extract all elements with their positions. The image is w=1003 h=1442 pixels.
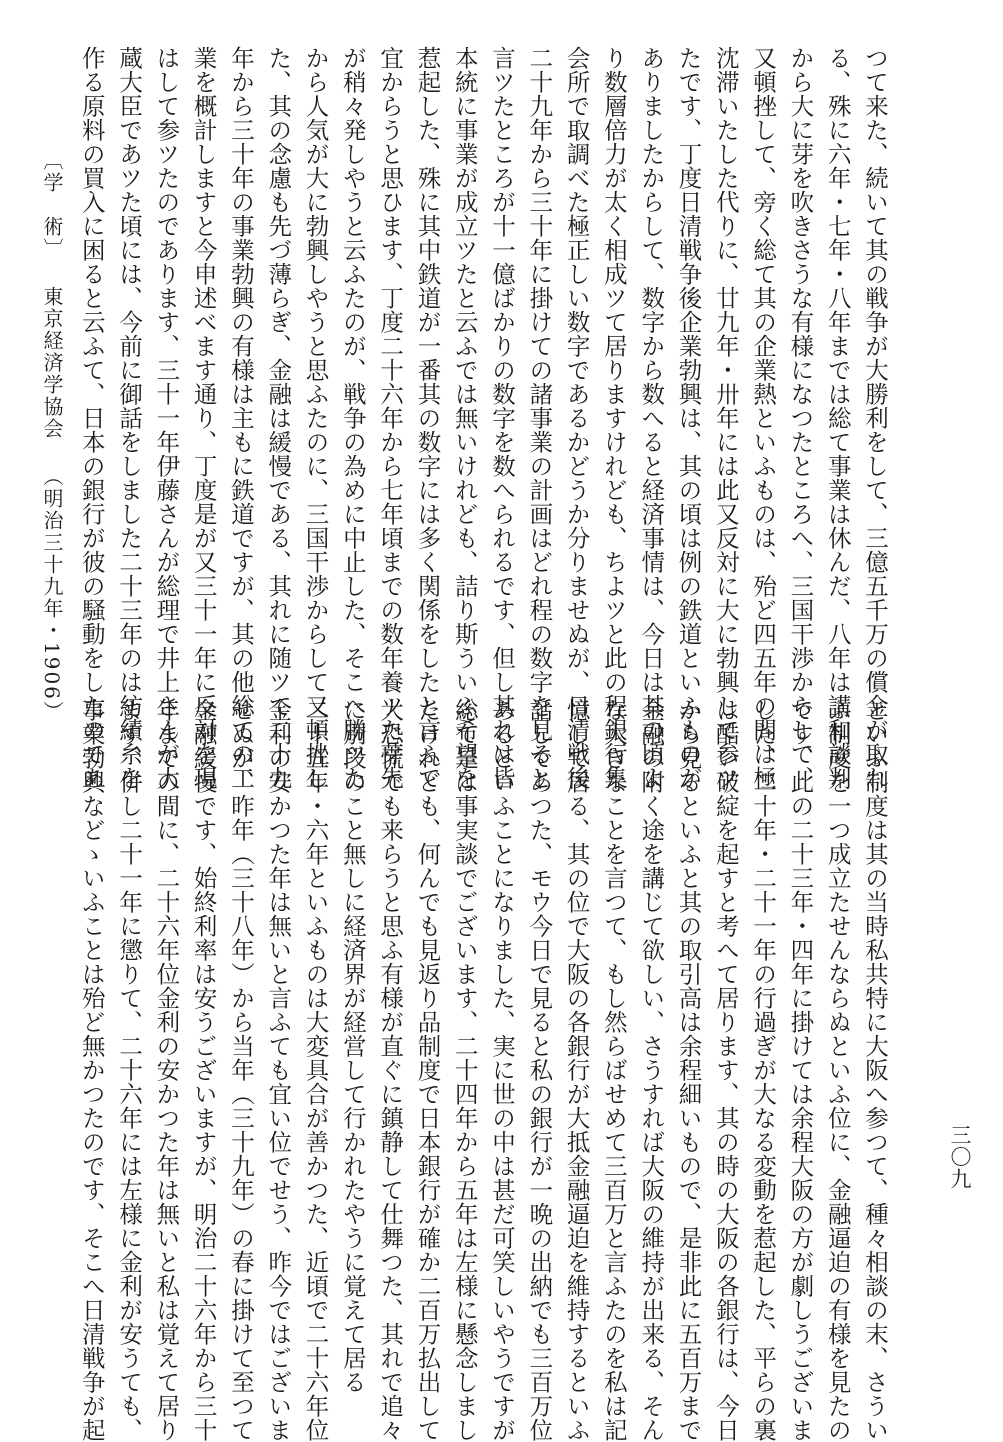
- text-column: から大に芽を吹きさうな有様になつたところへ、三国干渉からして、: [786, 46, 815, 790]
- text-column: 二十五年・六年といふものは大変具合が善かつた、近頃で二十六年位: [301, 698, 330, 1442]
- text-column: たけれども、何んでも見返り品制度で日本銀行が確か二百万払出して: [413, 698, 442, 1442]
- footer-publisher: 東京経済学協会: [40, 286, 64, 440]
- text-column: ます、併し二十一年に懲りて、二十六年には左様に金利が安うても、: [115, 698, 144, 1442]
- text-column: に別段のこと無しに経済界が経営して行かれたやうに覚えて居る: [338, 698, 367, 1394]
- text-column: といふ制度は其の当時私共特に大阪へ参つて、種々相談の末、さうい: [861, 698, 889, 1442]
- text-column: から見るといふと其の取引高は余程細いもので、是非此に五百万まで: [674, 698, 703, 1442]
- text-column: ありましたからして、数字から数へると経済事情は、今日は其の頃よ: [637, 46, 666, 790]
- text-block-upper: [77, 46, 893, 790]
- text-column: 大恐慌でも来らうと思ふ有様が直ぐに鎮静して仕舞つた、其れで追々: [376, 698, 405, 1442]
- text-column: る、殊に六年・七年・八年までは総て事業は休んだ、八年は講和談判: [823, 46, 852, 790]
- text-column: 又頓挫して、旁く総て其の企業熱といふものは、殆ど四五年の間は極: [749, 46, 778, 790]
- text-column: 話しであつた、モウ今日で見ると私の銀行が一晩の出納でも三百万位: [525, 698, 554, 1442]
- text-column: 年から三十年の事業勃興の有様は主もに鉄道ですが、其の他総ての工: [226, 46, 255, 790]
- text-column: つて来た、続いて其の戦争が大勝利をして、三億五千万の償金が取れ: [861, 46, 889, 790]
- text-column: な大きなことを言つて、もし然らばせめて三百万と言ふたのを私は記: [599, 698, 628, 1442]
- text-column: 言ツたところが十一億ばかりの数字を数へられるです、但し其れは皆: [488, 46, 517, 790]
- text-column: が稍々発しやうと云ふたのが、戦争の為めに中止した、そこへ勝ツた: [338, 46, 367, 790]
- text-column: から人気が大に勃興しやうと思ふたのに、三国干渉からして又頓挫し: [301, 46, 330, 790]
- text-block-lower: [77, 698, 893, 1442]
- text-column: せぬが、昨年（三十八年）から当年（三十九年）の春に掛けて至つて: [226, 698, 255, 1442]
- text-column: 二十九年から三十年に掛けての諸事業の計画はどれ程の数字を見ると: [525, 46, 554, 790]
- text-column: 惹起した、殊に其中鉄道が一番其の数字には多く関係をしたと言ふて: [413, 46, 442, 790]
- text-column: 憶して居る、其の位で大阪の各銀行が大抵金融逼迫を維持するといふ: [562, 698, 591, 1442]
- page-number: 三〇九: [948, 1124, 972, 1190]
- text-column: 金利の安かつた年は無いと言ふても宜い位でせう、昨今ではございま: [264, 698, 293, 1442]
- text-column: です、此の二十三年・四年に掛けては余程大阪の方が劇しうございま: [786, 698, 815, 1442]
- footer-section: 〔学 術〕: [40, 150, 64, 260]
- text-column: 事業勃興などゝいふことは殆ど無かつたのです、そこへ日清戦争が起: [77, 698, 106, 1442]
- text-column: り数層倍力が太く相成ツて居りますけれども、ちよツと此の程銀行集: [599, 46, 628, 790]
- text-column: 金融の附く途を講じて欲しい、さうすれば大阪の維持が出来る、そん: [637, 698, 666, 1442]
- text-column: した、二十年・二十一年の行過ぎが大なる変動を惹起した、平らの裏: [749, 698, 778, 1442]
- text-column: あるといふことになりました、実に世の中は甚だ可笑しいやうですが: [488, 698, 517, 1442]
- text-column: はして参ツたのであります、三十一年伊藤さんが総理で井上さんが大: [152, 46, 181, 790]
- text-column: たです、丁度日清戦争後企業勃興は、其の頃は例の鉄道といふものが: [674, 46, 703, 790]
- text-column: 本統に事業が成立ツたと云ふでは無いけれども、詰り斯ういふ希望を: [450, 46, 479, 790]
- text-column: た、其の念慮も先づ薄らぎ、金融は緩慢である、其れに随ツて二十九: [264, 46, 293, 790]
- text-column: は酷い破綻を起すと考へて居ります、其の時の大阪の各銀行は、今日: [711, 698, 740, 1442]
- text-column: 沈滞いたした代りに、廿九年・卅年には此又反対に大に勃興して参ツ: [711, 46, 740, 790]
- text-column: 金融緩慢です、始終利率は安うございますが、明治二十六年から三十: [189, 698, 218, 1442]
- text-column: 総て是は事実談でございます、二十四年から五年は左様に懸念しまし: [450, 698, 479, 1442]
- text-column: 宜からうと思ひます、丁度二十六年から七年頃までの数年養ツた芽先: [376, 46, 405, 790]
- text-column: 会所で取調べた極正しい数字であるかどうか分りませぬが、日清戦後: [562, 46, 591, 790]
- text-column: 年までの間に、二十六年位金利の安かつた年は無いと私は覚えて居り: [152, 698, 181, 1442]
- text-column: 蔵大臣であツた頃には、今前に御話をしました二十三年のは紡績糸を: [115, 46, 144, 790]
- text-column: 業を概計しますと今申述べます通り、丁度是が又三十一年に反対を現: [189, 46, 218, 790]
- footer-era: （明治三十九年・1906）: [40, 466, 64, 723]
- running-footer: [38, 150, 67, 723]
- text-column: ふ制度を一つ成立たせんならぬといふ位に、金融逼迫の有様を見たの: [823, 698, 852, 1442]
- text-column: 作る原料の買入に困ると云ふて、日本の銀行が彼の騒動をしたのであ: [77, 46, 106, 790]
